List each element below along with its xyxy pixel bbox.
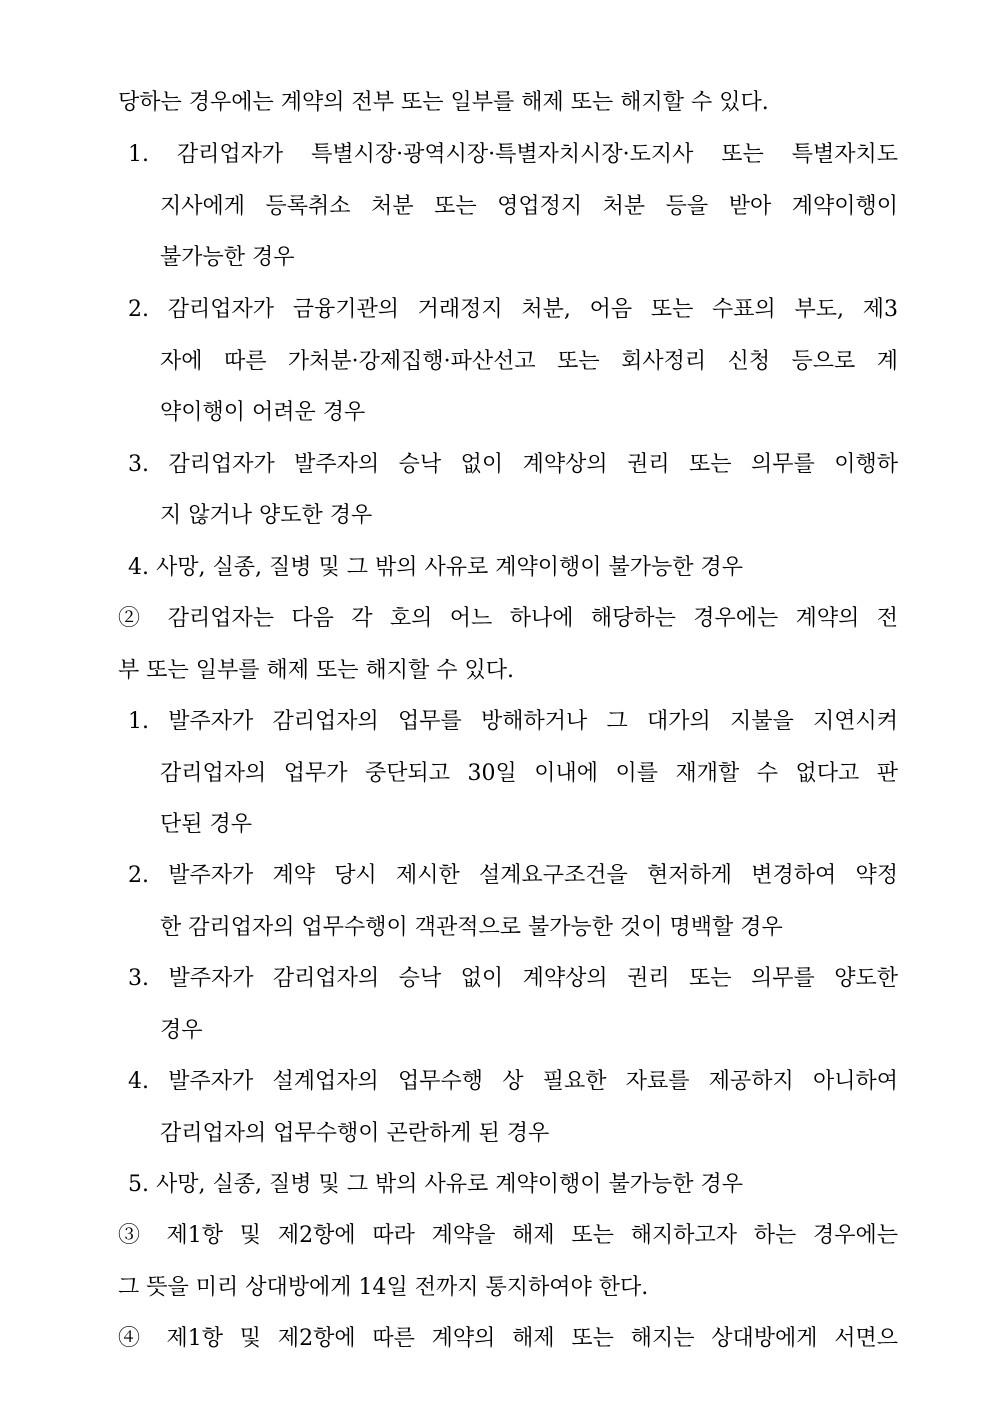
- list-item-continuation: 불가능한 경우: [160, 245, 295, 270]
- list-item-continuation: 자에 따른 가처분·강제집행·파산선고 또는 회사정리 신청 등으로 계: [160, 349, 898, 374]
- list-item-continuation: 지 않거나 양도한 경우: [160, 503, 373, 528]
- list-item-line: 5. 사망, 실종, 질병 및 그 밖의 사유로 계약이행이 불가능한 경우: [128, 1172, 743, 1197]
- list-item-continuation: 한 감리업자의 업무수행이 객관적으로 불가능한 것이 명백할 경우: [160, 915, 783, 940]
- list-item-continuation: 감리업자의 업무가 중단되고 30일 이내에 이를 재개할 수 없다고 판: [160, 761, 898, 786]
- list-item-continuation: 약이행이 어려운 경우: [160, 400, 366, 425]
- paragraph-line: ④ 제1항 및 제2항에 따른 계약의 해제 또는 해지는 상대방에게 서면으: [118, 1326, 898, 1351]
- list-item-line: 4. 발주자가 설계업자의 업무수행 상 필요한 자료를 제공하지 아니하여: [128, 1069, 898, 1094]
- list-item-continuation: 지사에게 등록취소 처분 또는 영업정지 처분 등을 받아 계약이행이: [160, 194, 898, 219]
- list-item-line: 1. 감리업자가 특별시장·광역시장·특별자치시장·도지사 또는 특별자치도: [128, 142, 898, 167]
- list-item-continuation: 경우: [160, 1018, 203, 1043]
- text-line: 당하는 경우에는 계약의 전부 또는 일부를 해제 또는 해지할 수 있다.: [118, 90, 769, 115]
- list-item-line: 2. 감리업자가 금융기관의 거래정지 처분, 어음 또는 수표의 부도, 제3: [128, 297, 898, 322]
- list-item-continuation: 단된 경우: [160, 812, 253, 837]
- list-item-line: 3. 감리업자가 발주자의 승낙 없이 계약상의 권리 또는 의무를 이행하: [128, 452, 898, 477]
- paragraph-line: ③ 제1항 및 제2항에 따라 계약을 해제 또는 해지하고자 하는 경우에는: [118, 1223, 898, 1248]
- list-item-continuation: 감리업자의 업무수행이 곤란하게 된 경우: [160, 1121, 550, 1146]
- list-item-line: 2. 발주자가 계약 당시 제시한 설계요구조건을 현저하게 변경하여 약정: [128, 863, 898, 888]
- paragraph-line: 부 또는 일부를 해제 또는 해지할 수 있다.: [118, 658, 514, 683]
- paragraph-line: ② 감리업자는 다음 각 호의 어느 하나에 해당하는 경우에는 계약의 전: [118, 606, 898, 631]
- list-item-line: 4. 사망, 실종, 질병 및 그 밖의 사유로 계약이행이 불가능한 경우: [128, 555, 743, 580]
- paragraph-line: 그 뜻을 미리 상대방에게 14일 전까지 통지하여야 한다.: [118, 1275, 649, 1300]
- list-item-line: 3. 발주자가 감리업자의 승낙 없이 계약상의 권리 또는 의무를 양도한: [128, 966, 898, 991]
- list-item-line: 1. 발주자가 감리업자의 업무를 방해하거나 그 대가의 지불을 지연시켜: [128, 709, 898, 734]
